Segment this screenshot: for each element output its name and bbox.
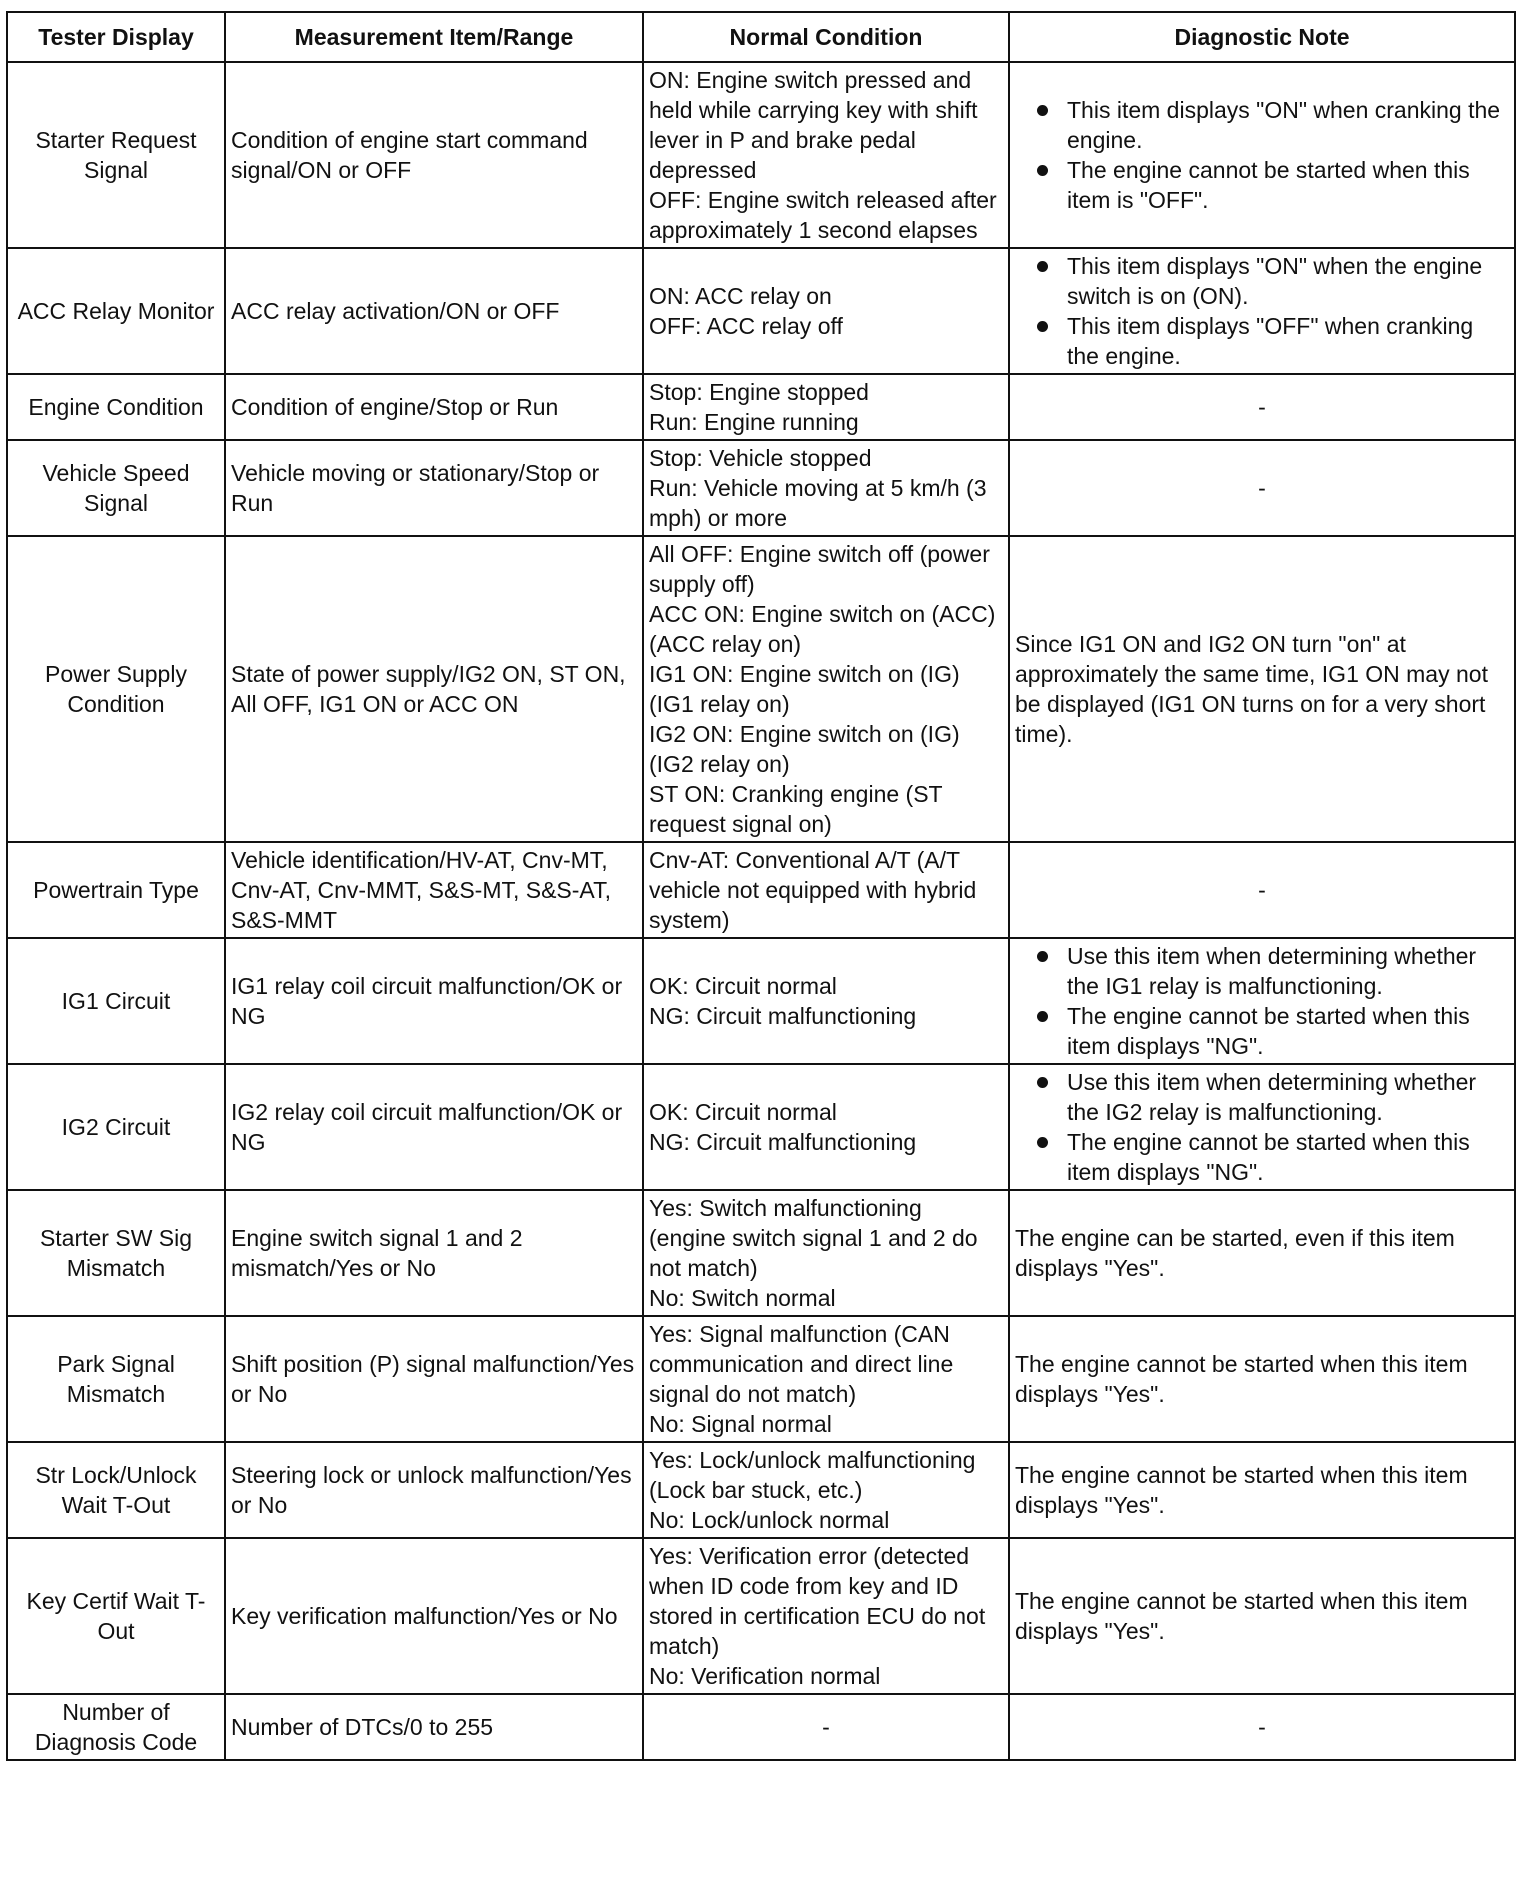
diagnostic-note-cell: - [1009,374,1515,440]
diagnostic-note-cell: The engine cannot be started when this item displays "Yes". [1009,1442,1515,1538]
diagnostic-note-cell: - [1009,842,1515,938]
note-bullet-item: This item displays "OFF" when cranking the engine. [1031,311,1509,371]
tester-display-cell: Starter SW Sig Mismatch [7,1190,225,1316]
measurement-item-cell: Vehicle moving or stationary/Stop or Run [225,440,643,536]
header-measurement-item: Measurement Item/Range [225,12,643,62]
diagnostic-note-cell: The engine cannot be started when this item displays "Yes". [1009,1538,1515,1694]
measurement-item-cell: Number of DTCs/0 to 255 [225,1694,643,1760]
table-row [7,374,1515,440]
note-bullet-item: This item displays "ON" when the engine switch is on (ON). [1031,251,1509,311]
normal-condition-line: All OFF: Engine switch off (power supply off) [649,541,990,597]
table-row [7,1316,1515,1442]
tester-display-cell: Vehicle Speed Signal [7,440,225,536]
table-row [7,1538,1515,1694]
tester-display-cell: Engine Condition [7,374,225,440]
tester-display-cell: Key Certif Wait T-Out [7,1538,225,1694]
note-bullet-item: Use this item when determining whether the IG2 relay is malfunctioning. [1031,1067,1509,1127]
data-list-table [6,11,1516,1761]
diagnostic-note-cell [1009,1064,1515,1190]
normal-condition-line: - [822,1714,830,1740]
normal-condition-line: IG2 ON: Engine switch on (IG) (IG2 relay on) [649,721,960,777]
diagnostic-note-cell: - [1009,1694,1515,1760]
normal-condition-cell [643,1190,1009,1316]
normal-condition-cell [643,1538,1009,1694]
table-row [7,1694,1515,1760]
note-bullet-item: The engine cannot be started when this item displays "NG". [1031,1127,1509,1187]
measurement-item-cell: Engine switch signal 1 and 2 mismatch/Yes or No [225,1190,643,1316]
normal-condition-cell [643,1064,1009,1190]
normal-condition-line: NG: Circuit malfunctioning [649,1129,917,1155]
diagnostic-note-cell [1009,938,1515,1064]
header-diagnostic-note: Diagnostic Note [1009,12,1515,62]
measurement-item-cell: ACC relay activation/ON or OFF [225,248,643,374]
normal-condition-cell [643,536,1009,842]
normal-condition-line: ST ON: Cranking engine (ST request signal on) [649,781,943,837]
normal-condition-cell [643,374,1009,440]
diagnostic-note-cell: The engine can be started, even if this item displays "Yes". [1009,1190,1515,1316]
note-bullet-item: The engine cannot be started when this item displays "NG". [1031,1001,1509,1061]
normal-condition-line: No: Verification normal [649,1663,881,1689]
diagnostic-note-cell: The engine cannot be started when this item displays "Yes". [1009,1316,1515,1442]
diagnostic-note-cell: - [1009,440,1515,536]
tester-display-cell: IG1 Circuit [7,938,225,1064]
header-row [7,12,1515,62]
normal-condition-line: Yes: Verification error (detected when ID code from key and ID stored in certification ECU do not match) [649,1543,986,1659]
tester-display-cell: Starter Request Signal [7,62,225,248]
measurement-item-cell: Steering lock or unlock malfunction/Yes or No [225,1442,643,1538]
normal-condition-line: Yes: Lock/unlock malfunctioning (Lock bar stuck, etc.) [649,1447,976,1503]
tester-display-cell: Power Supply Condition [7,536,225,842]
measurement-item-cell: IG1 relay coil circuit malfunction/OK or NG [225,938,643,1064]
diagnostic-note-cell [1009,248,1515,374]
tester-display-cell: IG2 Circuit [7,1064,225,1190]
table-row [7,248,1515,374]
table-row [7,842,1515,938]
note-bullet-item: Use this item when determining whether the IG1 relay is malfunctioning. [1031,941,1509,1001]
header-tester-display: Tester Display [7,12,225,62]
normal-condition-line: Run: Engine running [649,409,859,435]
normal-condition-cell [643,1694,1009,1760]
normal-condition-line: OFF: Engine switch released after approximately 1 second elapses [649,187,997,243]
normal-condition-line: ACC ON: Engine switch on (ACC) (ACC relay on) [649,601,996,657]
table-row [7,62,1515,248]
normal-condition-line: Yes: Signal malfunction (CAN communication and direct line signal do not match) [649,1321,954,1407]
normal-condition-cell [643,62,1009,248]
normal-condition-line: IG1 ON: Engine switch on (IG) (IG1 relay on) [649,661,960,717]
normal-condition-line: Stop: Engine stopped [649,379,869,405]
normal-condition-cell [643,248,1009,374]
diagnostic-note-cell: Since IG1 ON and IG2 ON turn "on" at approximately the same time, IG1 ON may not be displayed (IG1 ON turns on for a very short time). [1009,536,1515,842]
tester-display-cell: Powertrain Type [7,842,225,938]
measurement-item-cell: Shift position (P) signal malfunction/Yes or No [225,1316,643,1442]
note-bullet-list [1015,251,1509,371]
measurement-item-cell: Condition of engine/Stop or Run [225,374,643,440]
note-bullet-item: This item displays "ON" when cranking the engine. [1031,95,1509,155]
measurement-item-cell: Key verification malfunction/Yes or No [225,1538,643,1694]
normal-condition-cell [643,842,1009,938]
measurement-item-cell: Vehicle identification/HV-AT, Cnv-MT, Cnv-AT, Cnv-MMT, S&S-MT, S&S-AT, S&S-MMT [225,842,643,938]
normal-condition-line: No: Switch normal [649,1285,836,1311]
normal-condition-line: No: Signal normal [649,1411,832,1437]
normal-condition-line: OFF: ACC relay off [649,313,843,339]
normal-condition-line: Run: Vehicle moving at 5 km/h (3 mph) or more [649,475,987,531]
normal-condition-cell [643,938,1009,1064]
normal-condition-cell [643,1316,1009,1442]
normal-condition-line: Stop: Vehicle stopped [649,445,872,471]
note-bullet-item: The engine cannot be started when this item is "OFF". [1031,155,1509,215]
header-normal-condition: Normal Condition [643,12,1009,62]
normal-condition-cell [643,1442,1009,1538]
measurement-item-cell: IG2 relay coil circuit malfunction/OK or NG [225,1064,643,1190]
normal-condition-line: No: Lock/unlock normal [649,1507,890,1533]
normal-condition-line: NG: Circuit malfunctioning [649,1003,917,1029]
note-bullet-list [1015,95,1509,215]
tester-display-cell: Str Lock/Unlock Wait T-Out [7,1442,225,1538]
table-row [7,938,1515,1064]
normal-condition-line: OK: Circuit normal [649,973,837,999]
measurement-item-cell: Condition of engine start command signal/ON or OFF [225,62,643,248]
table-row [7,1064,1515,1190]
table-row [7,1190,1515,1316]
normal-condition-line: ON: Engine switch pressed and held while carrying key with shift lever in P and brake pedal depressed [649,67,978,183]
note-bullet-list [1015,1067,1509,1187]
tester-display-cell: ACC Relay Monitor [7,248,225,374]
table-row [7,1442,1515,1538]
tester-display-cell: Number of Diagnosis Code [7,1694,225,1760]
table-row [7,440,1515,536]
normal-condition-line: Cnv-AT: Conventional A/T (A/T vehicle not equipped with hybrid system) [649,847,977,933]
normal-condition-line: Yes: Switch malfunctioning (engine switch signal 1 and 2 do not match) [649,1195,978,1281]
normal-condition-line: ON: ACC relay on [649,283,832,309]
table-row [7,536,1515,842]
normal-condition-cell [643,440,1009,536]
tester-display-cell: Park Signal Mismatch [7,1316,225,1442]
normal-condition-line: OK: Circuit normal [649,1099,837,1125]
measurement-item-cell: State of power supply/IG2 ON, ST ON, All OFF, IG1 ON or ACC ON [225,536,643,842]
note-bullet-list [1015,941,1509,1061]
diagnostic-note-cell [1009,62,1515,248]
